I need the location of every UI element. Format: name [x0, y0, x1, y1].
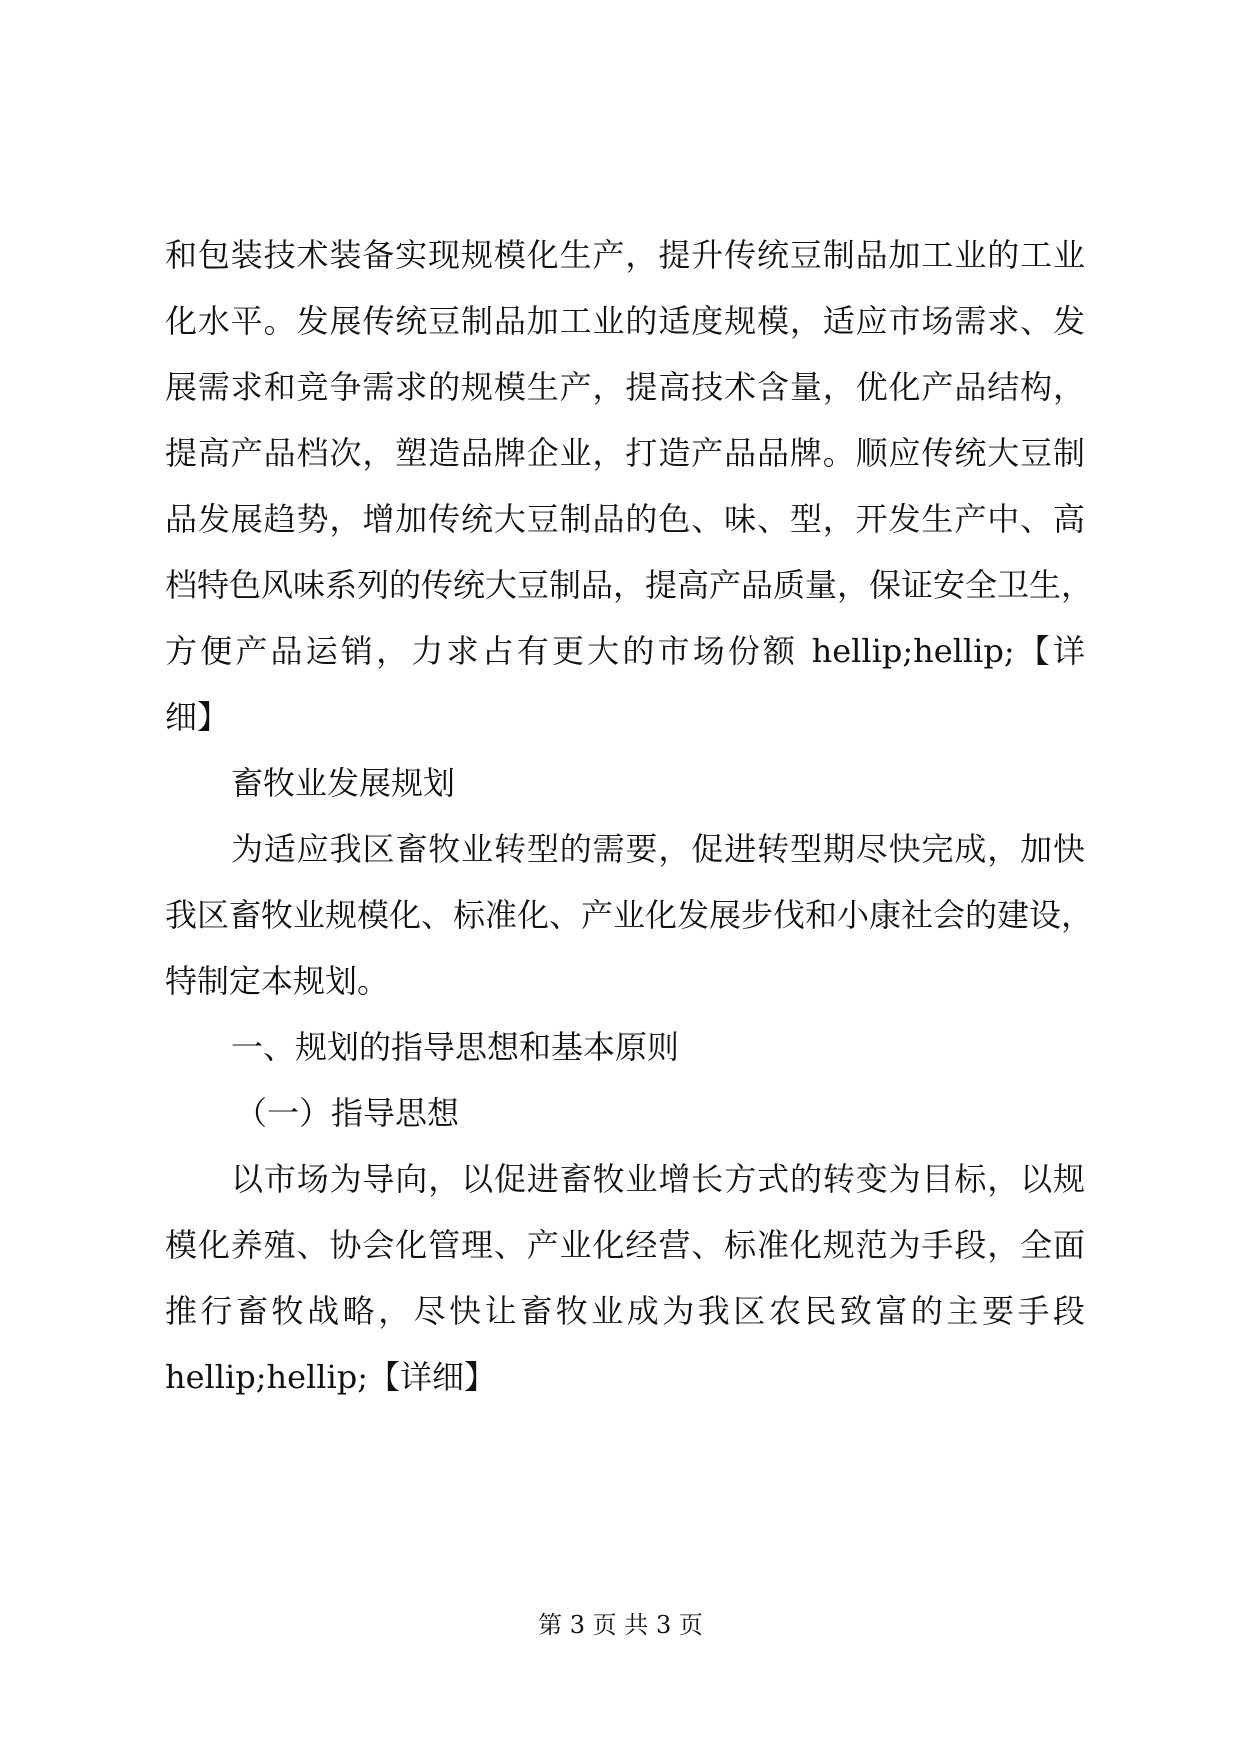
paragraph-line: 推行畜牧战略，尽快让畜牧业成为我区农民致富的主要手段	[165, 1292, 1085, 1330]
paragraph-line: 细】	[165, 698, 230, 736]
subsection-heading: （一）指导思想	[235, 1094, 460, 1132]
paragraph-doufu-industry	[165, 222, 1094, 750]
paragraph-line: 以市场为导向，以促进畜牧业增长方式的转变为目标，以规	[231, 1160, 1085, 1198]
document-body	[165, 222, 1094, 1410]
paragraph-line: 提高产品档次，塑造品牌企业，打造产品品牌。顺应传统大豆制	[165, 434, 1085, 472]
section-heading: 一、规划的指导思想和基本原则	[231, 1028, 680, 1066]
paragraph-line: 展需求和竞争需求的规模生产，提高技术含量，优化产品结构，	[165, 368, 1085, 406]
paragraph-livestock-intro	[165, 816, 1094, 1014]
paragraph-line: hellip;hellip;【详细】	[165, 1358, 497, 1396]
paragraph-line: 方便产品运销，力求占有更大的市场份额 hellip;hellip;【详	[165, 632, 1085, 670]
paragraph-line: 档特色风味系列的传统大豆制品，提高产品质量，保证安全卫生，	[165, 566, 1094, 604]
page-number-footer: 第 3 页 共 3 页	[538, 1611, 703, 1639]
paragraph-line: 化水平。发展传统豆制品加工业的适度规模，适应市场需求、发	[165, 302, 1085, 340]
paragraph-line: 特制定本规划。	[165, 962, 390, 1000]
paragraph-line: 为适应我区畜牧业转型的需要，促进转型期尽快完成，加快	[231, 830, 1085, 868]
paragraph-line: 和包装技术装备实现规模化生产，提升传统豆制品加工业的工业	[165, 236, 1085, 274]
section-heading: 畜牧业发展规划	[231, 764, 456, 802]
paragraph-line: 模化养殖、协会化管理、产业化经营、标准化规范为手段，全面	[165, 1226, 1085, 1264]
paragraph-line: 我区畜牧业规模化、标准化、产业化发展步伐和小康社会的建设，	[165, 896, 1094, 934]
paragraph-guiding-ideology	[165, 1146, 1085, 1410]
paragraph-line: 品发展趋势，增加传统大豆制品的色、味、型，开发生产中、高	[165, 500, 1085, 538]
